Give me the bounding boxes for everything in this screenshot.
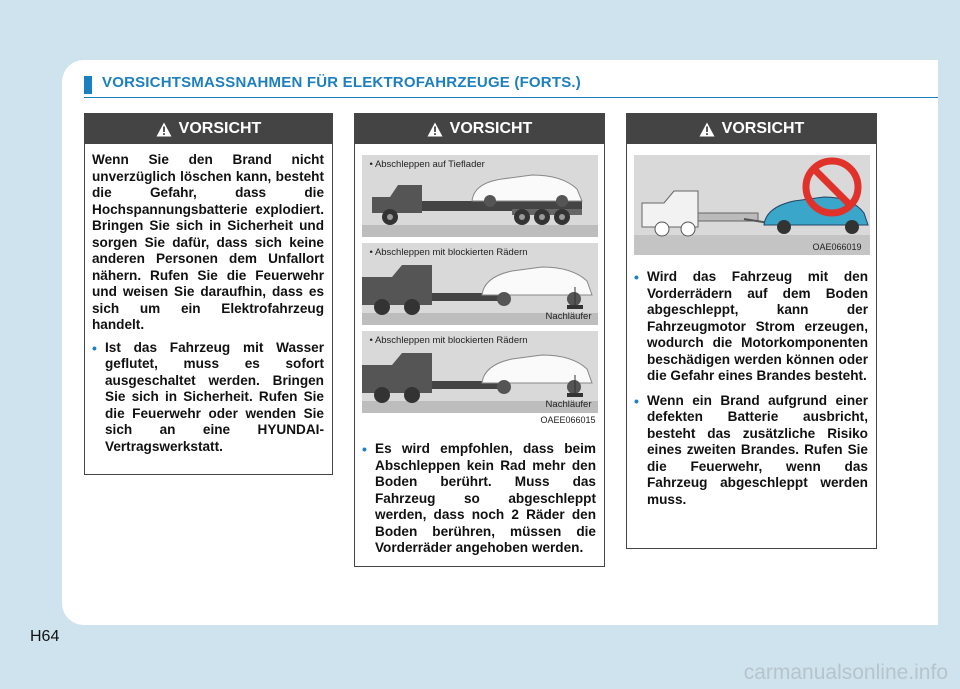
watermark: carmanualsonline.info <box>743 661 948 684</box>
caution-heading: VORSICHT <box>449 120 533 137</box>
prohibited-tow-image <box>634 155 870 255</box>
warning-triangle-icon <box>699 122 715 137</box>
figure-code: OAEE066015 <box>540 415 596 425</box>
warning-triangle-icon <box>156 122 172 137</box>
flatbed-label: • Abschleppen auf Tieflader <box>369 159 485 170</box>
caution-bullet: • Es wird empfohlen, dass beim Abschleppen kein Rad mehr den Boden berührt. Muss das Fahrzeug so abgeschleppt werden, dass noch 2 Räder den Boden berühren, müssen die Vorderräder angehoben werden. <box>362 441 596 557</box>
caution-box-towing <box>354 113 605 567</box>
caution-box-no-wheel-towing <box>626 113 877 549</box>
section-title-bar <box>84 72 938 98</box>
page-number: H64 <box>30 628 60 645</box>
wheel-lift-panel-1 <box>362 243 598 325</box>
wheel-lift-label-1: • Abschleppen mit blockierten Rädern <box>369 247 528 258</box>
prohibited-towing-illustration <box>634 155 870 255</box>
warning-triangle-icon <box>427 122 443 137</box>
caution-bullet: • Wenn ein Brand aufgrund einer defekten Batterie ausbricht, besteht das zusätzliche Risiko eines zweiten Brandes. Rufen Sie die Feuerwehr, wenn das Fahrzeug abgeschleppt werden muss. <box>634 393 868 509</box>
caution-header <box>85 114 332 144</box>
wheel-lift-label-2: • Abschleppen mit blockierten Rädern <box>369 335 528 346</box>
towing-illustration <box>362 155 598 425</box>
caution-heading: VORSICHT <box>178 120 262 137</box>
title-accent-bar <box>84 76 92 94</box>
figure-code: OAE066019 <box>812 242 862 252</box>
flatbed-towing-panel <box>362 155 598 237</box>
caution-header <box>627 114 876 144</box>
caution-bullet: • Ist das Fahrzeug mit Wasser geflutet, muss es sofort ausgeschaltet werden. Bringen Sie sich in Sicherheit. Rufen Sie die Feuerwehr oder wenden Sie sich an eine HYUNDAI-Vertragswerkstatt. <box>92 340 324 456</box>
caution-paragraph: Wenn Sie den Brand nicht unverzüglich löschen kann, besteht die Gefahr, dass die Hochspannungsbatterie explodiert. Bringen Sie sich in Sicherheit und sorgen Sie dafür, dass sich keine anderen Personen dem Unfallort nähern. Rufen Sie die Feuerwehr und weisen Sie daraufhin, dass es sich um ein Elektrofahrzeug handelt. <box>92 152 324 332</box>
caution-header <box>355 114 604 144</box>
caution-heading: VORSICHT <box>721 120 805 137</box>
caution-box-fire <box>84 113 333 475</box>
wheel-lift-panel-2 <box>362 331 598 413</box>
dolly-note-1: Nachläufer <box>545 311 592 322</box>
dolly-note-2: Nachläufer <box>545 399 592 410</box>
caution-bullet: • Wird das Fahrzeug mit den Vorderrädern auf dem Boden abgeschleppt, kann der Fahrzeugmotor Strom erzeugen, wodurch die Motorkomponenten beschädigen werden können oder die Gefahr eines Brandes besteht. <box>634 269 868 385</box>
section-title: VORSICHTSMASSNAHMEN FÜR ELEKTROFAHRZEUGE (FORTS.) <box>102 74 581 91</box>
